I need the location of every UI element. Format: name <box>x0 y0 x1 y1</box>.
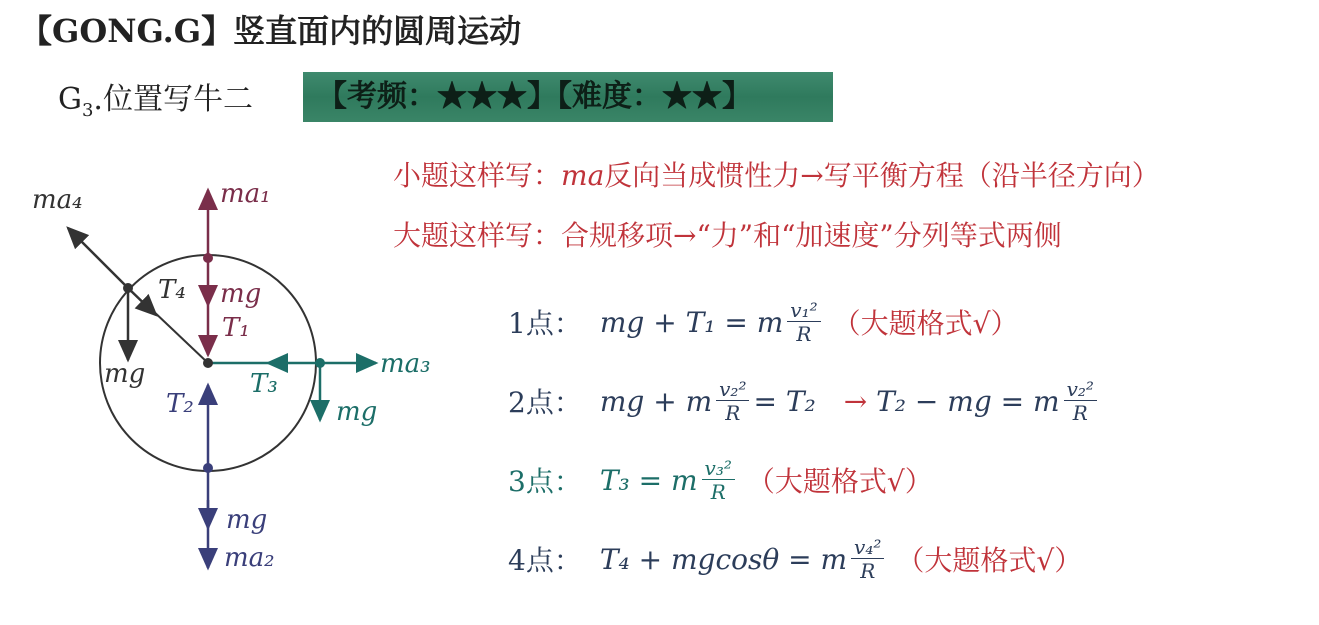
label-mg-1: mg <box>220 279 262 309</box>
arrow-glyph: → <box>843 384 868 418</box>
equation-lhs: T₃ = m <box>599 463 698 497</box>
equation-lhs: mg + T₁ = m <box>599 305 784 339</box>
center-dot <box>203 358 213 368</box>
section-subtitle <box>58 74 253 121</box>
fraction-denominator: R <box>1072 400 1088 425</box>
rule-small-question <box>393 154 1160 194</box>
label-T3: T₃ <box>250 369 278 399</box>
fraction <box>716 378 749 425</box>
rope-4 <box>150 308 208 363</box>
subtitle-prefix: G <box>58 82 82 117</box>
fraction-numerator: v₄² <box>851 536 884 559</box>
equation-transformed-text: T₂ − mg = m <box>867 384 1060 418</box>
equation-rhs: = T₂ <box>753 384 816 418</box>
fraction-denominator: R <box>710 479 726 504</box>
equation-note: （大题格式√） <box>746 465 933 498</box>
label-ma2: ma₂ <box>224 543 275 573</box>
equation-label: 2点： <box>508 386 582 419</box>
equation-transformed <box>844 385 1060 418</box>
point-2-dot <box>203 463 213 473</box>
equation-point-3 <box>508 445 933 515</box>
label-mg-3: mg <box>336 397 378 427</box>
label-mg-4: mg <box>104 359 146 389</box>
arrow-ma4 <box>68 228 128 288</box>
circular-motion-diagram <box>0 140 460 600</box>
equation-lhs: mg + m <box>599 384 713 418</box>
frequency-difficulty-badge: 【考频：★★★】【难度：★★】 <box>303 72 833 122</box>
rule-small-rest: 反向当成惯性力→写平衡方程（沿半径方向） <box>604 159 1160 192</box>
equation-point-2 <box>508 366 1101 436</box>
label-ma1: ma₁ <box>220 179 271 209</box>
rule-small-em: ma <box>561 159 605 192</box>
label-T1: T₁ <box>222 313 250 343</box>
rule-big-question: 大题这样写：合规移项→“力”和“加速度”分列等式两侧 <box>393 219 1062 252</box>
equation-note: （大题格式√） <box>896 544 1083 577</box>
fraction <box>787 299 820 346</box>
point-1-dot <box>203 253 213 263</box>
arrow-T4 <box>128 288 156 315</box>
equation-label: 3点： <box>508 465 582 498</box>
fraction <box>851 536 884 583</box>
equation-label: 1点： <box>508 307 582 340</box>
equation-label: 4点： <box>508 544 582 577</box>
fraction-denominator: R <box>860 558 876 583</box>
label-mg-2: mg <box>226 505 268 535</box>
fraction-denominator: R <box>796 321 812 346</box>
subtitle-rest: .位置写牛二 <box>93 82 253 117</box>
label-T2: T₂ <box>166 389 194 419</box>
point-3-dot <box>315 358 325 368</box>
page-title: 【GONG.G】竖直面内的圆周运动 <box>20 12 522 50</box>
fraction-numerator: v₂² <box>716 378 749 401</box>
equation-point-1 <box>508 287 1018 357</box>
point-4-dot <box>123 283 133 293</box>
equation-point-4 <box>508 524 1082 594</box>
fraction-numerator: v₁² <box>787 299 820 322</box>
fraction-denominator: R <box>725 400 741 425</box>
subtitle-subscript: 3 <box>81 100 94 121</box>
equation-note: （大题格式√） <box>832 307 1019 340</box>
fraction-numerator: v₂² <box>1064 378 1097 401</box>
fraction <box>1064 378 1097 425</box>
rule-small-prefix: 小题这样写： <box>393 159 562 192</box>
fraction-numerator: v₃² <box>702 457 735 480</box>
label-ma4: ma₄ <box>32 185 83 215</box>
label-T4: T₄ <box>158 275 186 305</box>
equation-lhs: T₄ + mgcosθ = m <box>599 542 848 576</box>
label-ma3: ma₃ <box>380 349 431 379</box>
fraction <box>702 457 735 504</box>
